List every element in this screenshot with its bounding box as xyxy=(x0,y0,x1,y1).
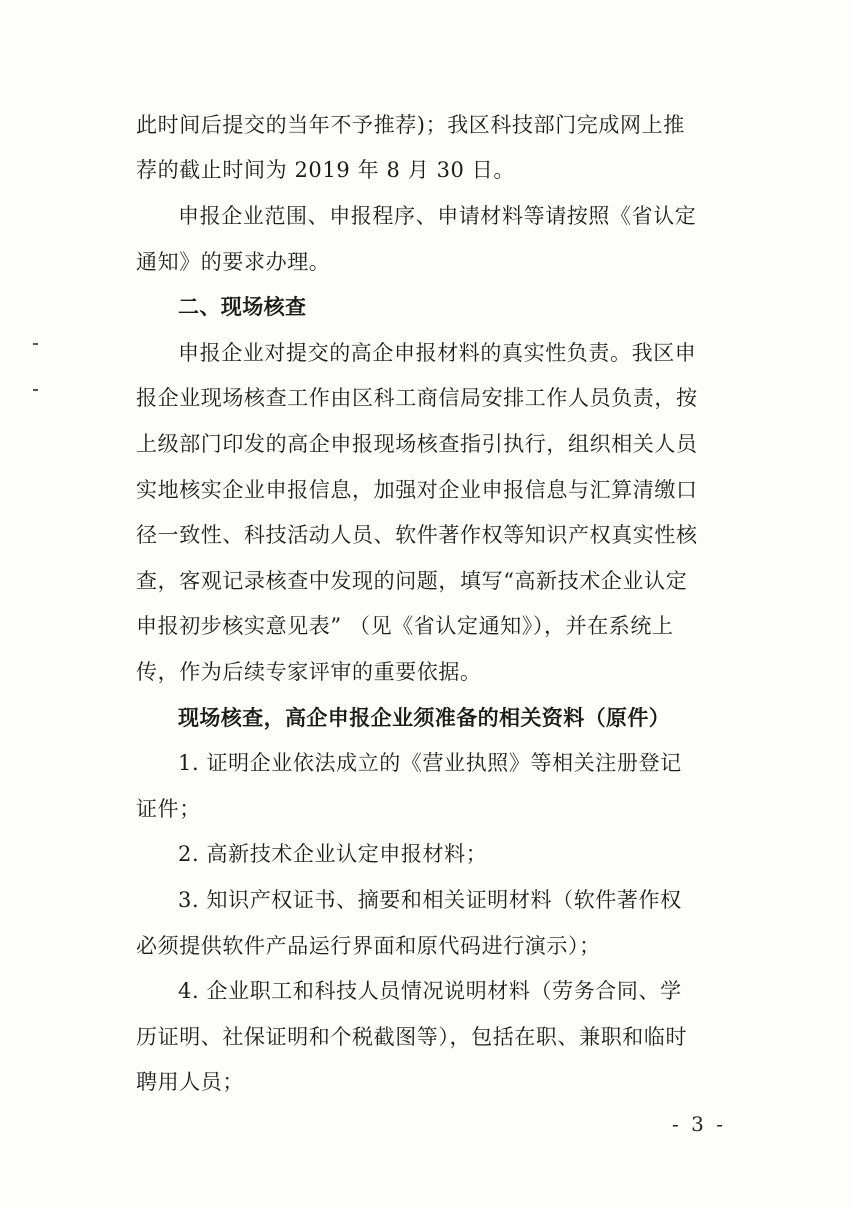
paragraph-line: 此时间后提交的当年不予推荐)；我区科技部门完成网上推 xyxy=(136,113,685,137)
paragraph-line: 申报企业对提交的高企申报材料的真实性负责。我区申 xyxy=(178,341,697,365)
page-number: - 3 - xyxy=(672,1112,726,1136)
list-item-line: 1. 证明企业依法成立的《营业执照》等相关注册登记 xyxy=(178,751,682,775)
section-heading: 二、现场核查 xyxy=(178,295,307,319)
margin-mark xyxy=(33,343,38,345)
paragraph-line: 实地核实企业申报信息，加强对企业申报信息与汇算清缴口 xyxy=(136,478,698,502)
subsection-heading: 现场核查，高企申报企业须准备的相关资料（原件） xyxy=(178,706,671,730)
list-item-line: 4. 企业职工和科技人员情况说明材料（劳务合同、学 xyxy=(178,979,682,1003)
margin-mark xyxy=(33,389,38,391)
paragraph-line: 传，作为后续专家评审的重要依据。 xyxy=(136,660,482,684)
list-item-line: 历证明、社保证明和个税截图等），包括在职、兼职和临时 xyxy=(136,1025,688,1049)
paragraph-line: 申报企业范围、申报程序、申请材料等请按照《省认定 xyxy=(178,204,697,228)
list-item-line: 证件； xyxy=(136,797,201,821)
paragraph-line: 申报初步核实意见表” （见《省认定通知》），并在系统上 xyxy=(136,614,674,638)
list-item-line: 2. 高新技术企业认定申报材料； xyxy=(178,842,488,866)
paragraph-line: 荐的截止时间为 2019 年 8 月 30 日。 xyxy=(136,158,515,182)
paragraph-line: 径一致性、科技活动人员、软件著作权等知识产权真实性核 xyxy=(136,523,698,547)
paragraph-line: 上级部门印发的高企申报现场核查指引执行，组织相关人员 xyxy=(136,432,698,456)
list-item-line: 聘用人员； xyxy=(136,1070,244,1094)
list-item-line: 必须提供软件产品运行界面和原代码进行演示）； xyxy=(136,934,601,958)
paragraph-line: 报企业现场核查工作由区科工商信局安排工作人员负责，按 xyxy=(136,386,698,410)
paragraph-line: 通知》的要求办理。 xyxy=(136,250,331,274)
list-item-line: 3. 知识产权证书、摘要和相关证明材料（软件著作权 xyxy=(178,888,682,912)
paragraph-line: 查，客观记录核查中发现的问题，填写“高新技术企业认定 xyxy=(136,569,688,593)
